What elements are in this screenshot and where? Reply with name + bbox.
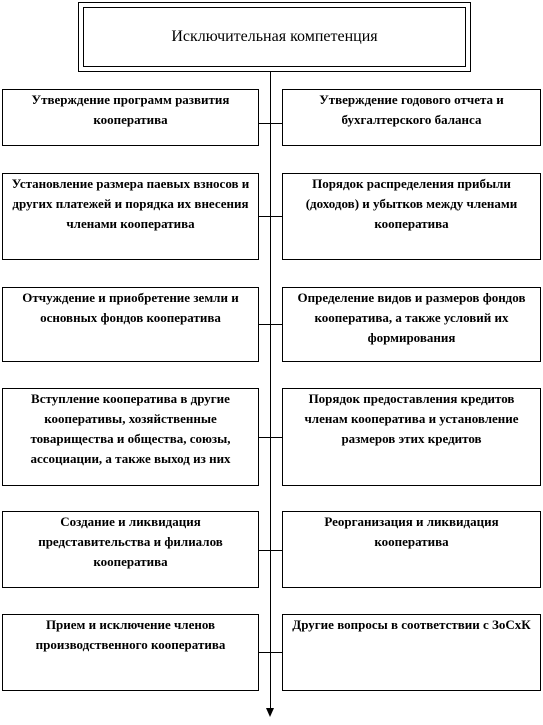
connector-row-1 [259,123,282,124]
left-box-5: Создание и ликвидация представительства и филиалов кооператива [2,511,259,588]
right-box-4: Порядок предоставления кредитов членам кооператива и установление размеров этих кредитов [282,388,541,486]
right-box-3: Определение видов и размеров фондов кооператива, а также условий их формирования [282,287,541,362]
left-box-4: Вступление кооператива в другие кооперативы, хозяйственные товарищества и общества, союзы, ассоциации, а также выход из них [2,388,259,486]
left-box-2: Установление размера паевых взносов и других платежей и порядка их внесения членами кооператива [2,173,259,260]
right-box-1: Утверждение годового отчета и бухгалтерского баланса [282,89,541,146]
left-box-1: Утверждение программ развития кооператива [2,89,259,146]
connector-row-4 [259,437,282,438]
right-box-5: Реорганизация и ликвидация кооператива [282,511,541,588]
connector-row-2 [259,216,282,217]
connector-row-6 [259,652,282,653]
arrow-down-icon [266,708,274,717]
connector-row-3 [259,324,282,325]
left-box-6: Прием и исключение членов производственного кооператива [2,614,259,691]
right-box-2: Порядок распределения прибыли (доходов) и убытков между членами кооператива [282,173,541,260]
title-box: Исключительная компетенция [83,7,466,67]
left-box-3: Отчуждение и приобретение земли и основных фондов кооператива [2,287,259,362]
connector-row-5 [259,550,282,551]
right-box-6: Другие вопросы в соответствии с ЗоСхК [282,614,541,691]
central-connector [270,72,271,710]
